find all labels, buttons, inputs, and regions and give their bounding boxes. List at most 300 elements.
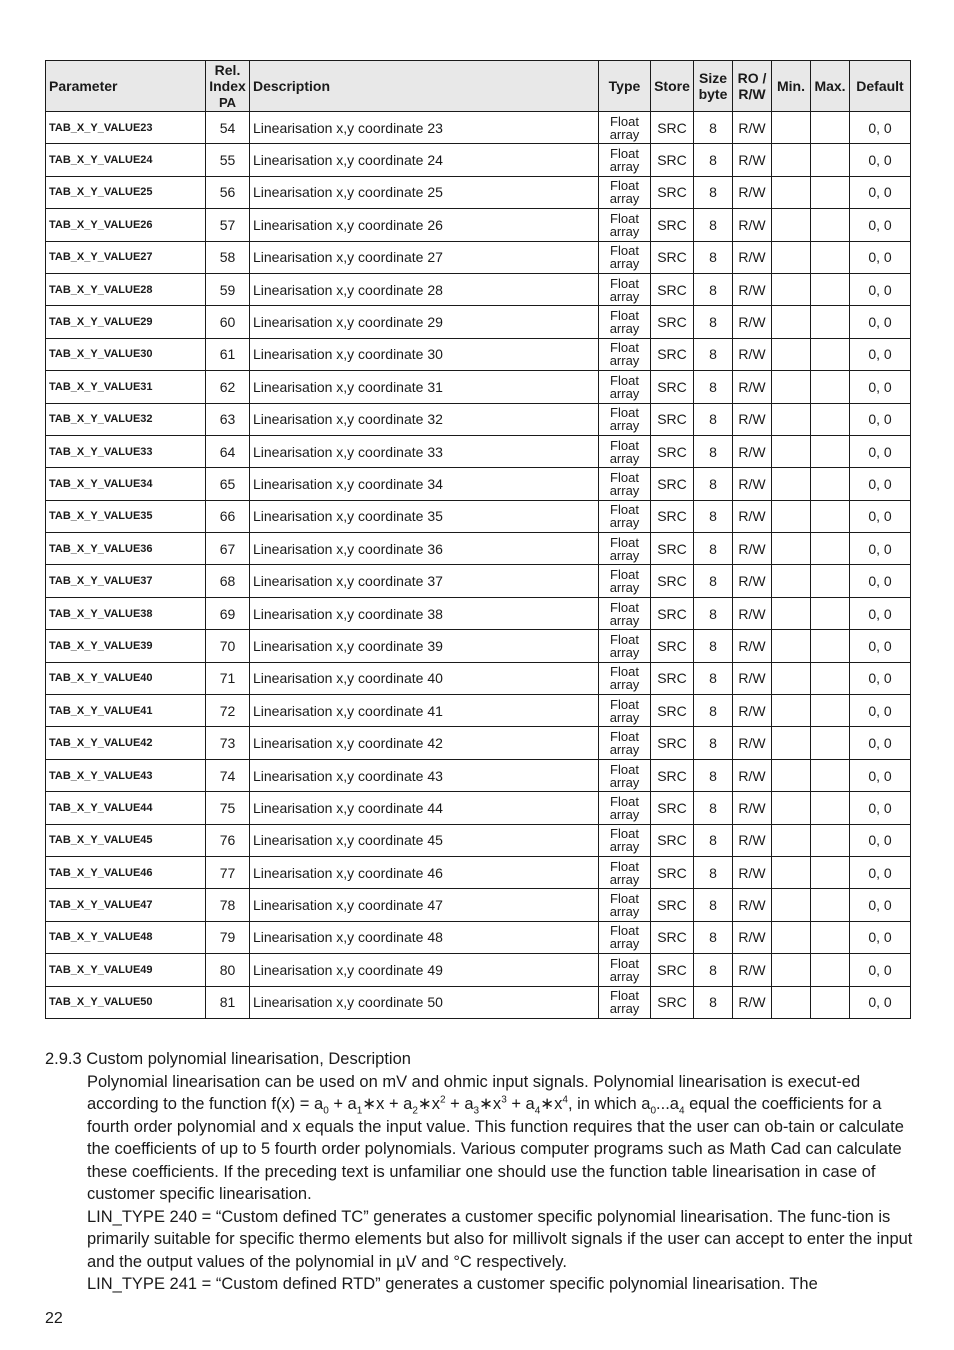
cell-rel-index: 59	[206, 273, 250, 305]
cell-max	[811, 273, 850, 305]
paragraph-lin-type-241: LIN_TYPE 241 = “Custom defined RTD” generates a customer specific polynomial linearisation. The	[87, 1275, 818, 1293]
cell-description: Linearisation x,y coordinate 36	[250, 533, 599, 565]
cell-type	[599, 338, 651, 370]
cell-default: 0, 0	[850, 241, 911, 273]
cell-min	[772, 403, 811, 435]
cell-min	[772, 695, 811, 727]
p1-sup-3: 3	[501, 1094, 507, 1106]
cell-rel-index: 69	[206, 597, 250, 629]
cell-rel-index: 71	[206, 662, 250, 694]
cell-size: 8	[694, 954, 733, 986]
cell-type-line1: Float	[610, 308, 639, 324]
cell-default: 0, 0	[850, 112, 911, 144]
cell-default: 0, 0	[850, 176, 911, 208]
table-row	[46, 565, 911, 597]
cell-size: 8	[694, 112, 733, 144]
cell-min	[772, 597, 811, 629]
cell-access: R/W	[733, 338, 772, 370]
cell-store: SRC	[651, 500, 694, 532]
cell-size: 8	[694, 144, 733, 176]
cell-description: Linearisation x,y coordinate 42	[250, 727, 599, 759]
cell-size: 8	[694, 565, 733, 597]
cell-access: R/W	[733, 662, 772, 694]
cell-access: R/W	[733, 273, 772, 305]
header-ro-rw	[733, 61, 772, 112]
table-row	[46, 144, 911, 176]
cell-max	[811, 144, 850, 176]
cell-size: 8	[694, 889, 733, 921]
cell-type-line1: Float	[610, 988, 639, 1004]
table-row	[46, 727, 911, 759]
p1-sub-6: 4	[678, 1105, 685, 1117]
cell-max	[811, 630, 850, 662]
cell-size: 8	[694, 856, 733, 888]
cell-access: R/W	[733, 371, 772, 403]
cell-default: 0, 0	[850, 338, 911, 370]
cell-description: Linearisation x,y coordinate 23	[250, 112, 599, 144]
cell-min	[772, 565, 811, 597]
cell-type	[599, 597, 651, 629]
cell-type-line1: Float	[610, 891, 639, 907]
header-rel-index-line1: Rel.	[214, 61, 241, 78]
cell-default: 0, 0	[850, 306, 911, 338]
table-row	[46, 695, 911, 727]
cell-size: 8	[694, 500, 733, 532]
cell-store: SRC	[651, 306, 694, 338]
cell-store: SRC	[651, 889, 694, 921]
p1-text-5: + a	[445, 1095, 474, 1113]
cell-type-line1: Float	[610, 858, 639, 874]
cell-max	[811, 468, 850, 500]
cell-parameter: TAB_X_Y_VALUE34	[46, 468, 206, 500]
cell-parameter: TAB_X_Y_VALUE40	[46, 662, 206, 694]
cell-type	[599, 565, 651, 597]
cell-rel-index: 65	[206, 468, 250, 500]
cell-min	[772, 662, 811, 694]
cell-type-line1: Float	[610, 437, 639, 453]
cell-type	[599, 695, 651, 727]
header-ro-rw-line1: RO /	[737, 70, 767, 86]
cell-rel-index: 54	[206, 112, 250, 144]
cell-min	[772, 921, 811, 953]
table-row	[46, 986, 911, 1018]
parameter-table	[45, 60, 911, 1019]
cell-type-line1: Float	[610, 243, 639, 259]
cell-type-line2: array	[609, 904, 640, 920]
cell-access: R/W	[733, 306, 772, 338]
cell-rel-index: 57	[206, 209, 250, 241]
cell-type	[599, 921, 651, 953]
cell-rel-index: 55	[206, 144, 250, 176]
cell-default: 0, 0	[850, 403, 911, 435]
cell-min	[772, 792, 811, 824]
cell-description: Linearisation x,y coordinate 32	[250, 403, 599, 435]
cell-parameter: TAB_X_Y_VALUE30	[46, 338, 206, 370]
cell-type	[599, 759, 651, 791]
cell-parameter: TAB_X_Y_VALUE25	[46, 176, 206, 208]
header-min: Min.	[772, 61, 811, 112]
table-row	[46, 209, 911, 241]
cell-max	[811, 565, 850, 597]
cell-default: 0, 0	[850, 889, 911, 921]
cell-access: R/W	[733, 533, 772, 565]
cell-type-line2: array	[609, 871, 640, 887]
cell-default: 0, 0	[850, 921, 911, 953]
cell-default: 0, 0	[850, 468, 911, 500]
cell-store: SRC	[651, 338, 694, 370]
cell-rel-index: 80	[206, 954, 250, 986]
table-row	[46, 954, 911, 986]
cell-type	[599, 500, 651, 532]
header-default: Default	[850, 61, 911, 112]
cell-description: Linearisation x,y coordinate 49	[250, 954, 599, 986]
cell-description: Linearisation x,y coordinate 43	[250, 759, 599, 791]
cell-default: 0, 0	[850, 273, 911, 305]
cell-store: SRC	[651, 176, 694, 208]
cell-min	[772, 759, 811, 791]
cell-parameter: TAB_X_Y_VALUE24	[46, 144, 206, 176]
cell-max	[811, 954, 850, 986]
table-row	[46, 435, 911, 467]
cell-type-line2: array	[609, 709, 640, 725]
header-parameter: Parameter	[46, 61, 206, 112]
cell-rel-index: 78	[206, 889, 250, 921]
cell-store: SRC	[651, 695, 694, 727]
cell-description: Linearisation x,y coordinate 44	[250, 792, 599, 824]
cell-parameter: TAB_X_Y_VALUE39	[46, 630, 206, 662]
section-heading: 2.9.3 Custom polynomial linearisation, Description	[45, 1050, 411, 1068]
cell-default: 0, 0	[850, 954, 911, 986]
cell-type-line2: array	[609, 968, 640, 984]
p1-text-11: equal the coefficients for a fourth order polynomial and x equals the input value. This function requires that the user can ob-tain or calculate the coefficients of up to 5 fourth order polynomials. Various computer programs such as Math Cad can calculate these coefficients. If the preceding text is unfamiliar one should use the function table linearisation in case of customer specific linearisation.	[87, 1095, 904, 1203]
cell-min	[772, 986, 811, 1018]
cell-size: 8	[694, 695, 733, 727]
cell-type	[599, 986, 651, 1018]
cell-description: Linearisation x,y coordinate 24	[250, 144, 599, 176]
cell-description: Linearisation x,y coordinate 37	[250, 565, 599, 597]
header-size-line2: byte	[698, 86, 728, 102]
cell-parameter: TAB_X_Y_VALUE37	[46, 565, 206, 597]
cell-parameter: TAB_X_Y_VALUE50	[46, 986, 206, 1018]
cell-type-line1: Float	[610, 631, 639, 647]
cell-access: R/W	[733, 856, 772, 888]
cell-size: 8	[694, 403, 733, 435]
cell-store: SRC	[651, 921, 694, 953]
cell-type-line1: Float	[610, 502, 639, 518]
cell-access: R/W	[733, 824, 772, 856]
p1-text-1: Polynomial linearisation can be used on mV and ohmic input signals. Polynomial linearisation is execut-ed according to the function f(x) = a	[87, 1072, 861, 1113]
cell-type	[599, 662, 651, 694]
cell-rel-index: 58	[206, 241, 250, 273]
cell-description: Linearisation x,y coordinate 30	[250, 338, 599, 370]
cell-type-line1: Float	[610, 729, 639, 745]
cell-min	[772, 468, 811, 500]
cell-type-line2: array	[609, 774, 640, 790]
cell-rel-index: 73	[206, 727, 250, 759]
cell-description: Linearisation x,y coordinate 28	[250, 273, 599, 305]
header-size-line1: Size	[698, 70, 727, 86]
cell-min	[772, 306, 811, 338]
cell-type-line2: array	[609, 482, 640, 498]
cell-description: Linearisation x,y coordinate 50	[250, 986, 599, 1018]
cell-type	[599, 176, 651, 208]
cell-type-line2: array	[609, 515, 640, 531]
cell-type	[599, 144, 651, 176]
cell-default: 0, 0	[850, 371, 911, 403]
p1-text-6: ∗x	[479, 1095, 502, 1113]
cell-type-line2: array	[609, 644, 640, 660]
cell-max	[811, 338, 850, 370]
cell-type-line1: Float	[610, 567, 639, 583]
header-size	[694, 61, 733, 112]
p1-sub-5: 0	[650, 1105, 657, 1117]
p1-sub-4: 4	[534, 1105, 541, 1117]
cell-size: 8	[694, 533, 733, 565]
cell-store: SRC	[651, 986, 694, 1018]
table-row	[46, 112, 911, 144]
table-row	[46, 792, 911, 824]
cell-type	[599, 954, 651, 986]
table-row	[46, 241, 911, 273]
cell-rel-index: 62	[206, 371, 250, 403]
cell-parameter: TAB_X_Y_VALUE41	[46, 695, 206, 727]
cell-access: R/W	[733, 630, 772, 662]
cell-max	[811, 856, 850, 888]
p1-text-3: ∗x + a	[362, 1095, 413, 1113]
cell-default: 0, 0	[850, 824, 911, 856]
cell-min	[772, 112, 811, 144]
cell-parameter: TAB_X_Y_VALUE31	[46, 371, 206, 403]
cell-min	[772, 176, 811, 208]
cell-type	[599, 630, 651, 662]
cell-store: SRC	[651, 824, 694, 856]
cell-max	[811, 921, 850, 953]
cell-access: R/W	[733, 921, 772, 953]
cell-parameter: TAB_X_Y_VALUE44	[46, 792, 206, 824]
cell-parameter: TAB_X_Y_VALUE49	[46, 954, 206, 986]
cell-size: 8	[694, 371, 733, 403]
header-rel-index-line3: PA	[218, 94, 237, 110]
cell-rel-index: 67	[206, 533, 250, 565]
cell-parameter: TAB_X_Y_VALUE36	[46, 533, 206, 565]
cell-store: SRC	[651, 112, 694, 144]
cell-store: SRC	[651, 468, 694, 500]
cell-parameter: TAB_X_Y_VALUE32	[46, 403, 206, 435]
cell-type-line1: Float	[610, 210, 639, 226]
cell-type-line1: Float	[610, 113, 639, 129]
cell-store: SRC	[651, 533, 694, 565]
cell-rel-index: 68	[206, 565, 250, 597]
cell-parameter: TAB_X_Y_VALUE26	[46, 209, 206, 241]
cell-type-line2: array	[609, 385, 640, 401]
cell-rel-index: 79	[206, 921, 250, 953]
cell-type-line1: Float	[610, 793, 639, 809]
cell-type-line2: array	[609, 1001, 640, 1017]
cell-max	[811, 662, 850, 694]
cell-access: R/W	[733, 468, 772, 500]
table-row	[46, 468, 911, 500]
cell-default: 0, 0	[850, 209, 911, 241]
cell-size: 8	[694, 792, 733, 824]
cell-rel-index: 76	[206, 824, 250, 856]
cell-type	[599, 468, 651, 500]
cell-access: R/W	[733, 112, 772, 144]
cell-parameter: TAB_X_Y_VALUE42	[46, 727, 206, 759]
cell-type-line1: Float	[610, 761, 639, 777]
cell-default: 0, 0	[850, 792, 911, 824]
cell-parameter: TAB_X_Y_VALUE48	[46, 921, 206, 953]
cell-store: SRC	[651, 630, 694, 662]
cell-rel-index: 74	[206, 759, 250, 791]
table-row	[46, 889, 911, 921]
cell-min	[772, 954, 811, 986]
cell-min	[772, 856, 811, 888]
cell-description: Linearisation x,y coordinate 26	[250, 209, 599, 241]
cell-type	[599, 727, 651, 759]
p1-sub-3: 3	[473, 1105, 480, 1117]
cell-rel-index: 63	[206, 403, 250, 435]
cell-max	[811, 889, 850, 921]
cell-size: 8	[694, 241, 733, 273]
cell-max	[811, 824, 850, 856]
cell-store: SRC	[651, 856, 694, 888]
paragraph-lin-type-240: LIN_TYPE 240 = “Custom defined TC” generates a customer specific polynomial linearisation. The func-tion is primarily suitable for specific thermo elements but also for millivolt signals if the user can accept to enter the input and the output values of the polynomial in µV and °C respectively.	[87, 1207, 913, 1271]
cell-min	[772, 144, 811, 176]
header-type: Type	[599, 61, 651, 112]
cell-description: Linearisation x,y coordinate 47	[250, 889, 599, 921]
cell-max	[811, 500, 850, 532]
cell-store: SRC	[651, 565, 694, 597]
cell-max	[811, 112, 850, 144]
cell-store: SRC	[651, 597, 694, 629]
cell-access: R/W	[733, 144, 772, 176]
cell-default: 0, 0	[850, 727, 911, 759]
cell-type-line2: array	[609, 839, 640, 855]
header-rel-index	[206, 61, 250, 112]
cell-default: 0, 0	[850, 662, 911, 694]
cell-type-line1: Float	[610, 372, 639, 388]
cell-parameter: TAB_X_Y_VALUE33	[46, 435, 206, 467]
cell-type	[599, 435, 651, 467]
table-row	[46, 273, 911, 305]
cell-parameter: TAB_X_Y_VALUE38	[46, 597, 206, 629]
p1-text-8: ∗x	[540, 1095, 563, 1113]
cell-description: Linearisation x,y coordinate 45	[250, 824, 599, 856]
cell-type-line1: Float	[610, 534, 639, 550]
cell-rel-index: 56	[206, 176, 250, 208]
cell-type-line2: array	[609, 223, 640, 239]
cell-type-line2: array	[609, 547, 640, 563]
cell-size: 8	[694, 273, 733, 305]
cell-description: Linearisation x,y coordinate 46	[250, 856, 599, 888]
cell-store: SRC	[651, 241, 694, 273]
cell-type-line2: array	[609, 353, 640, 369]
cell-rel-index: 66	[206, 500, 250, 532]
cell-access: R/W	[733, 500, 772, 532]
cell-default: 0, 0	[850, 986, 911, 1018]
cell-description: Linearisation x,y coordinate 40	[250, 662, 599, 694]
cell-min	[772, 241, 811, 273]
p1-text-10: ...a	[656, 1095, 679, 1113]
cell-parameter: TAB_X_Y_VALUE29	[46, 306, 206, 338]
cell-default: 0, 0	[850, 144, 911, 176]
cell-description: Linearisation x,y coordinate 38	[250, 597, 599, 629]
header-max: Max.	[811, 61, 850, 112]
cell-type-line2: array	[609, 321, 640, 337]
cell-description: Linearisation x,y coordinate 33	[250, 435, 599, 467]
cell-type-line2: array	[609, 159, 640, 175]
table-row	[46, 759, 911, 791]
table-row	[46, 824, 911, 856]
cell-rel-index: 75	[206, 792, 250, 824]
cell-min	[772, 727, 811, 759]
cell-max	[811, 176, 850, 208]
table-row	[46, 306, 911, 338]
table-header-row	[46, 61, 911, 112]
cell-rel-index: 81	[206, 986, 250, 1018]
cell-type	[599, 533, 651, 565]
cell-size: 8	[694, 597, 733, 629]
cell-store: SRC	[651, 792, 694, 824]
cell-max	[811, 727, 850, 759]
cell-parameter: TAB_X_Y_VALUE47	[46, 889, 206, 921]
cell-parameter: TAB_X_Y_VALUE27	[46, 241, 206, 273]
cell-max	[811, 306, 850, 338]
cell-description: Linearisation x,y coordinate 35	[250, 500, 599, 532]
cell-store: SRC	[651, 209, 694, 241]
cell-store: SRC	[651, 273, 694, 305]
cell-size: 8	[694, 921, 733, 953]
cell-size: 8	[694, 630, 733, 662]
cell-access: R/W	[733, 727, 772, 759]
cell-default: 0, 0	[850, 759, 911, 791]
cell-size: 8	[694, 662, 733, 694]
cell-max	[811, 792, 850, 824]
cell-store: SRC	[651, 144, 694, 176]
cell-type	[599, 112, 651, 144]
cell-parameter: TAB_X_Y_VALUE45	[46, 824, 206, 856]
cell-description: Linearisation x,y coordinate 25	[250, 176, 599, 208]
cell-max	[811, 371, 850, 403]
cell-default: 0, 0	[850, 856, 911, 888]
cell-access: R/W	[733, 986, 772, 1018]
cell-default: 0, 0	[850, 695, 911, 727]
cell-default: 0, 0	[850, 533, 911, 565]
cell-max	[811, 241, 850, 273]
cell-type-line1: Float	[610, 405, 639, 421]
cell-type-line2: array	[609, 126, 640, 142]
cell-type-line1: Float	[610, 696, 639, 712]
section-polynomial-linearisation	[45, 1048, 915, 1296]
cell-min	[772, 500, 811, 532]
cell-access: R/W	[733, 435, 772, 467]
cell-min	[772, 533, 811, 565]
p1-sub-2: 2	[412, 1105, 418, 1117]
header-description: Description	[250, 61, 599, 112]
table-row	[46, 630, 911, 662]
cell-description: Linearisation x,y coordinate 48	[250, 921, 599, 953]
p1-sup-4: 4	[562, 1094, 568, 1106]
cell-min	[772, 824, 811, 856]
cell-max	[811, 403, 850, 435]
cell-type-line1: Float	[610, 664, 639, 680]
p1-text-2: + a	[328, 1095, 357, 1113]
table-row	[46, 176, 911, 208]
cell-access: R/W	[733, 241, 772, 273]
cell-type	[599, 824, 651, 856]
cell-type	[599, 889, 651, 921]
paragraph-polynomial	[87, 1071, 915, 1206]
